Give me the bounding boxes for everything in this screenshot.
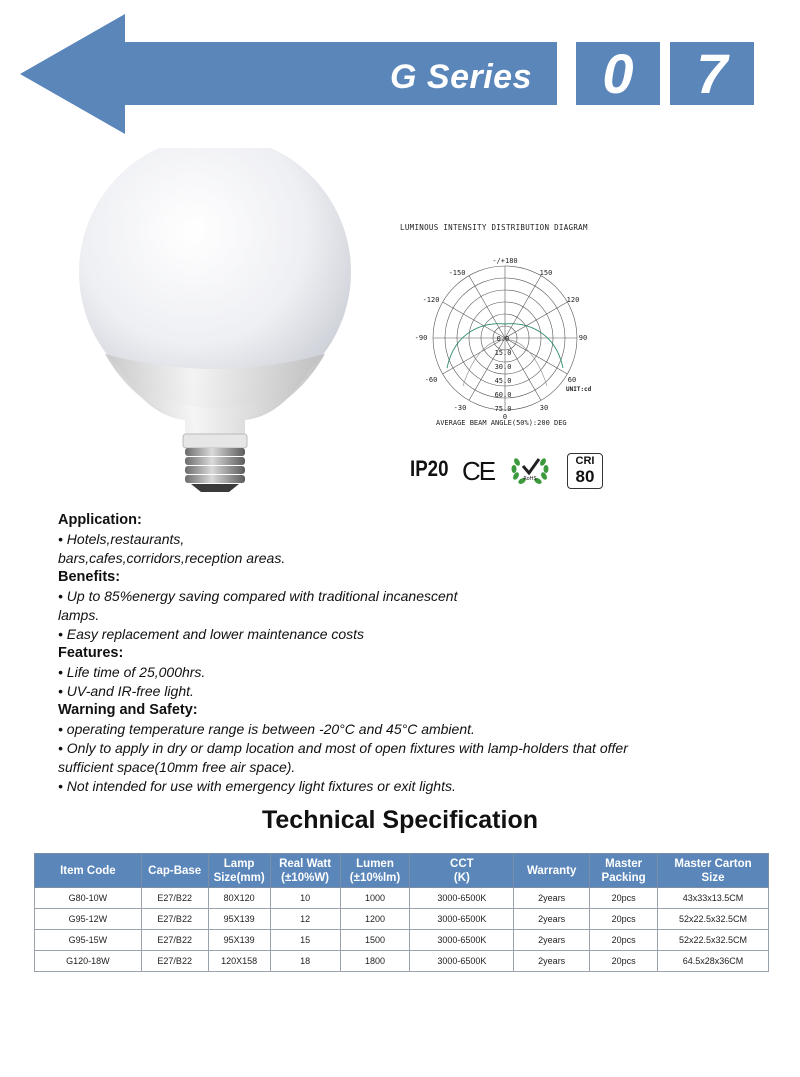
header-lumen: Lumen (±10%lm): [340, 854, 410, 888]
cell-master-packing: 20pcs: [590, 909, 658, 930]
cell-warranty: 2years: [514, 951, 590, 972]
cell-master-packing: 20pcs: [590, 951, 658, 972]
cell-real-watt: 12: [270, 909, 340, 930]
cell-item-code: G120-18W: [35, 951, 142, 972]
angle-label-90: 90: [578, 334, 588, 342]
header-carton-size: Master Carton Size: [658, 854, 769, 888]
angle-label-120: 120: [566, 296, 580, 304]
angle-label-neg120: -120: [422, 296, 440, 304]
cell-cct: 3000-6500K: [410, 951, 514, 972]
table-row: [35, 951, 769, 972]
angle-label-neg90: -90: [414, 334, 428, 342]
list-item: • operating temperature range is between -20°C and 45°C ambient.: [58, 721, 475, 737]
cell-real-watt: 18: [270, 951, 340, 972]
cell-real-watt: 10: [270, 888, 340, 909]
table-row: [35, 888, 769, 909]
cell-lumen: 1000: [340, 888, 410, 909]
list-item: • UV-and IR-free light.: [58, 683, 194, 699]
section-heading: Warning and Safety:: [58, 702, 198, 718]
table-row: [35, 930, 769, 951]
rohs-text: RoHS: [523, 476, 537, 482]
ring-label-15: 15.0: [494, 349, 512, 357]
angle-label-0: 0: [502, 413, 508, 421]
header-real-watt: Real Watt (±10%W): [270, 854, 340, 888]
ring-label-30: 30.0: [494, 363, 512, 371]
list-item: • Up to 85%energy saving compared with traditional incanescent: [58, 588, 458, 604]
cell-lamp-size: 95X139: [208, 930, 270, 951]
table-row: [35, 909, 769, 930]
ce-mark-icon: CE: [462, 456, 495, 486]
list-item: • Not intended for use with emergency light fixtures or exit lights.: [58, 778, 456, 794]
header-lamp-size: Lamp Size(mm): [208, 854, 270, 888]
cell-carton-size: 52x22.5x32.5CM: [658, 930, 769, 951]
cell-lumen: 1800: [340, 951, 410, 972]
section-warning: [58, 701, 758, 796]
angle-label-150: 150: [539, 269, 553, 277]
angle-label-180: -/+180: [492, 257, 518, 265]
section-heading: Benefits:: [58, 569, 121, 585]
cell-cap-base: E27/B22: [141, 951, 208, 972]
section-application: [58, 511, 758, 568]
cell-warranty: 2years: [514, 909, 590, 930]
cell-cct: 3000-6500K: [410, 888, 514, 909]
header-warranty: Warranty: [514, 854, 590, 888]
page-digit-2: 7: [670, 42, 754, 105]
section-heading: Features:: [58, 645, 124, 661]
spec-table: [34, 853, 769, 972]
list-item: lamps.: [58, 607, 100, 623]
list-item: sufficient space(10mm free air space).: [58, 759, 296, 775]
cell-lamp-size: 120X158: [208, 951, 270, 972]
section-benefits: [58, 568, 758, 644]
cell-cap-base: E27/B22: [141, 888, 208, 909]
cri-badge: [567, 453, 603, 489]
cell-carton-size: 64.5x28x36CM: [658, 951, 769, 972]
header-master-packing: Master Packing: [590, 854, 658, 888]
cell-item-code: G80-10W: [35, 888, 142, 909]
cell-warranty: 2years: [514, 930, 590, 951]
luminous-intensity-diagram: [390, 215, 630, 440]
angle-label-60: 60: [567, 376, 577, 384]
angle-label-30: 30: [539, 404, 549, 412]
cell-lumen: 1200: [340, 909, 410, 930]
series-title: G Series: [390, 58, 532, 96]
ring-label-45: 45.0: [494, 377, 512, 385]
page-digit-1: 0: [576, 42, 660, 105]
spec-title: Technical Specification: [261, 806, 538, 834]
beam-angle-label: AVERAGE BEAM ANGLE(50%):200 DEG: [436, 419, 567, 427]
cell-lumen: 1500: [340, 930, 410, 951]
ip20-label: IP20: [410, 456, 449, 481]
angle-label-neg60: -60: [424, 376, 438, 384]
list-item: • Easy replacement and lower maintenance costs: [58, 626, 365, 642]
cell-master-packing: 20pcs: [590, 930, 658, 951]
cell-lamp-size: 95X139: [208, 909, 270, 930]
product-description: [58, 511, 758, 796]
section-heading: Application:: [58, 512, 142, 528]
ring-label-75: 75.0: [494, 405, 512, 413]
cell-carton-size: 52x22.5x32.5CM: [658, 909, 769, 930]
cri-label: CRI: [575, 455, 595, 467]
section-features: [58, 644, 758, 701]
header-item-code: Item Code: [35, 854, 142, 888]
cell-lamp-size: 80X120: [208, 888, 270, 909]
cell-cct: 3000-6500K: [410, 930, 514, 951]
cell-cap-base: E27/B22: [141, 930, 208, 951]
spec-header-row: [35, 854, 769, 888]
cell-cap-base: E27/B22: [141, 909, 208, 930]
ring-label-60: 60.0: [494, 391, 512, 399]
cell-item-code: G95-12W: [35, 909, 142, 930]
bulb-image: [75, 148, 355, 498]
list-item: • Hotels,restaurants,: [58, 531, 185, 547]
list-item: • Life time of 25,000hrs.: [58, 664, 206, 680]
cell-cct: 3000-6500K: [410, 909, 514, 930]
diagram-unit: UNIT:cd: [566, 386, 592, 393]
cri-value: 80: [575, 467, 595, 486]
diagram-title: LUMINOUS INTENSITY DISTRIBUTION DIAGRAM: [400, 223, 588, 232]
cell-warranty: 2years: [514, 888, 590, 909]
rohs-icon: [510, 452, 550, 486]
header-cct: CCT (K): [410, 854, 514, 888]
angle-label-neg150: -150: [448, 269, 466, 277]
ring-label-0: 0.0: [496, 335, 510, 343]
list-item: • Only to apply in dry or damp location and most of open fixtures with lamp-holders that offer: [58, 740, 628, 756]
header-cap-base: Cap-Base: [141, 854, 208, 888]
cell-master-packing: 20pcs: [590, 888, 658, 909]
cell-real-watt: 15: [270, 930, 340, 951]
list-item: bars,cafes,corridors,reception areas.: [58, 550, 286, 566]
angle-label-neg30: -30: [453, 404, 467, 412]
cell-carton-size: 43x33x13.5CM: [658, 888, 769, 909]
cell-item-code: G95-15W: [35, 930, 142, 951]
